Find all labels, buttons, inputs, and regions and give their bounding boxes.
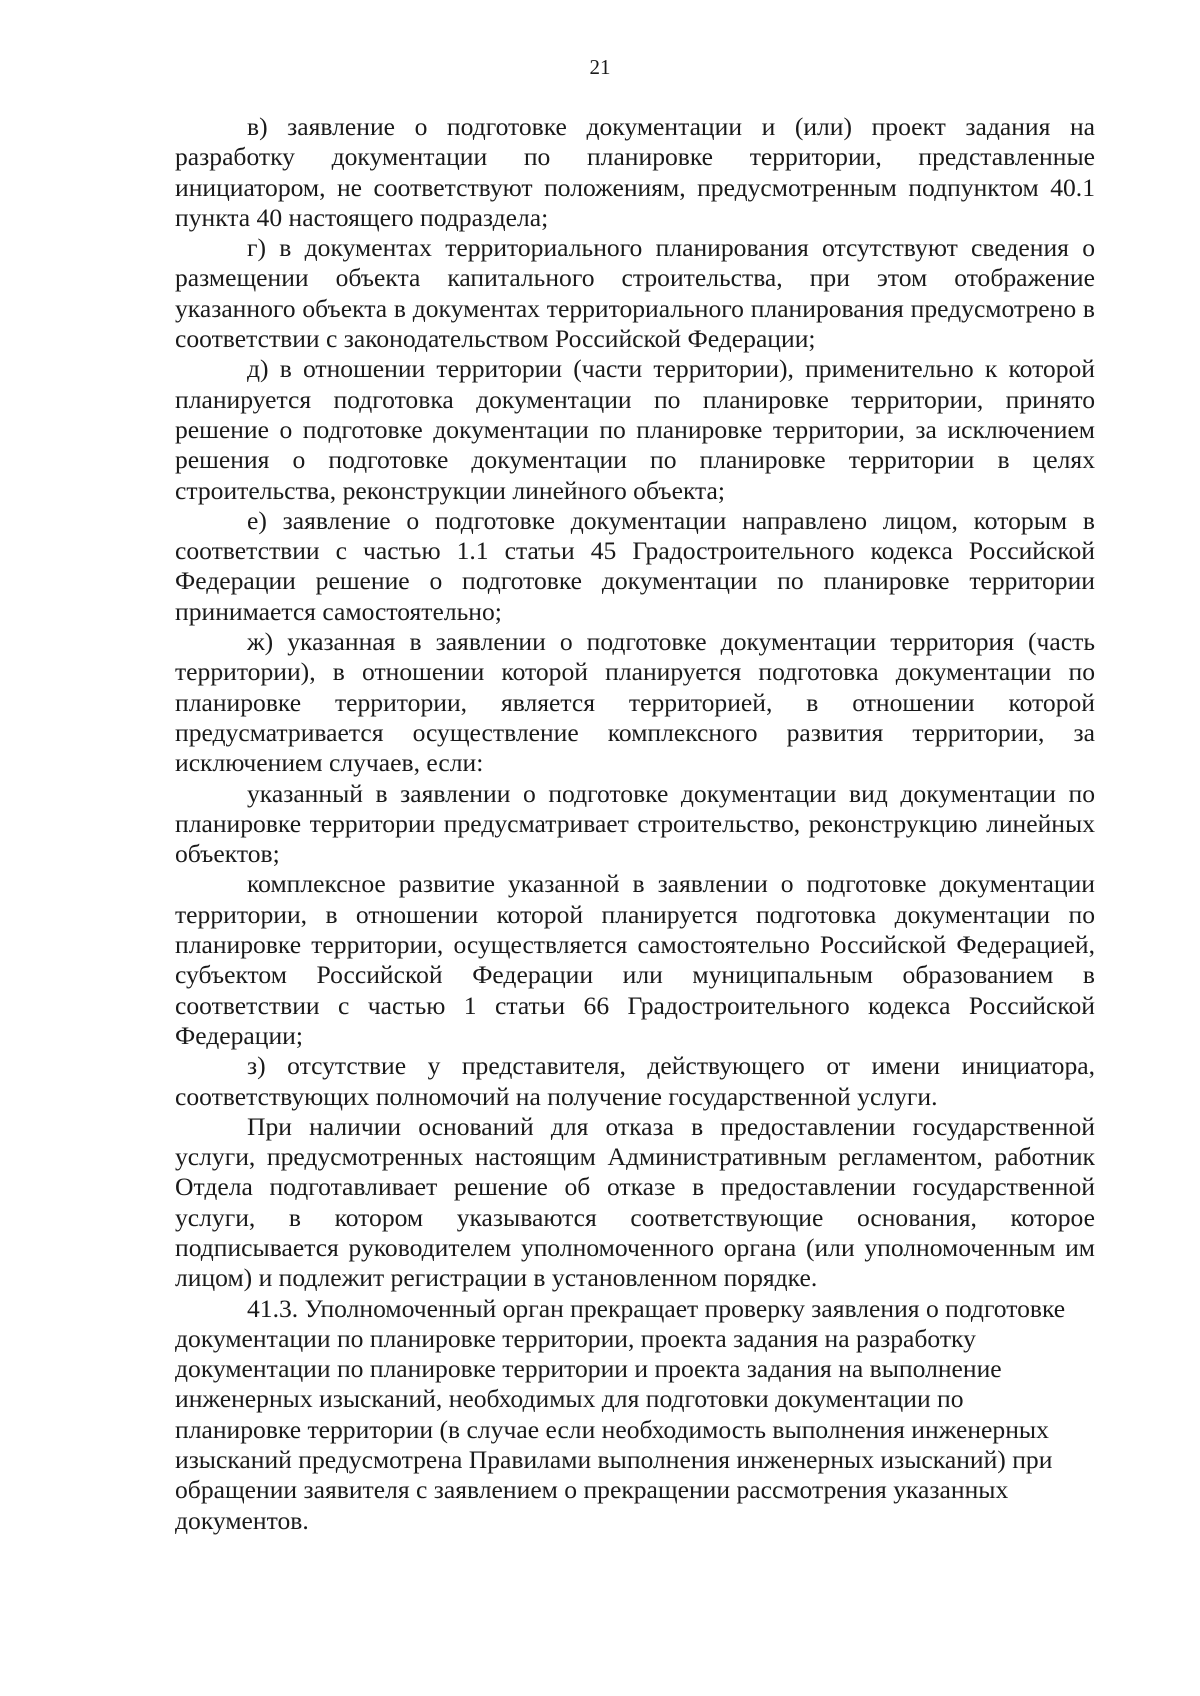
paragraph-subitem-d: д) в отношении территории (части территории), применительно к которой планируется подготовка документации по планировке территории, принято решение о подготовке документации по планировке территории, за исключением решения о подготовке документации по планировке территории в целях строительства, реконструкции линейного объекта; <box>175 354 1095 505</box>
paragraph-subitem-v: в) заявление о подготовке документации и (или) проект задания на разработку документации по планировке территории, представленные инициатором, не соответствуют положениям, предусмотренным подпунктом 40.1 пункта 40 настоящего подраздела; <box>175 112 1095 232</box>
paragraph-exception-linear-objects: указанный в заявлении о подготовке документации вид документации по планировке территории предусматривает строительство, реконструкцию линейных объектов; <box>175 778 1095 869</box>
paragraph-subitem-e: е) заявление о подготовке документации направлено лицом, которым в соответствии с частью 1.1 статьи 45 Градостроительного кодекса Российской Федерации решение о подготовке документации по планировке территории принимается самостоятельно; <box>175 505 1095 626</box>
paragraph-subitem-z: з) отсутствие у представителя, действующего от имени инициатора, соответствующих полномочий на получение государственной услуги. <box>175 1051 1095 1111</box>
paragraph-refusal-procedure: При наличии оснований для отказа в предоставлении государственной услуги, предусмотренных настоящим Административным регламентом, работник Отдела подготавливает решение об отказе в предоставлении государственной услуги, в котором указываются соответствующие основания, которое подписывается руководителем уполномоченного органа (или уполномоченным им лицом) и подлежит регистрации в установленном порядке. <box>175 1111 1095 1293</box>
paragraph-exception-complex-development: комплексное развитие указанной в заявлении о подготовке документации территории, в отношении которой планируется подготовка документации по планировке территории, осуществляется самостоятельно Российской Федерацией, субъектом Российской Федерации или муниципальным образованием в соответствии с частью 1 статьи 66 Градостроительного кодекса Российской Федерации; <box>175 869 1095 1050</box>
page-number: 21 <box>589 55 611 79</box>
document-body <box>175 112 1095 1536</box>
paragraph-subitem-g: г) в документах территориального планирования отсутствуют сведения о размещении объекта капитального строительства, при этом отображение указанного объекта в документах территориального планирования предусмотрено в соответствии с законодательством Российской Федерации; <box>175 233 1095 354</box>
paragraph-clause-41-3: 41.3. Уполномоченный орган прекращает проверку заявления о подготовке документации по планировке территории, проекта задания на разработку документации по планировке территории и проекта задания на выполнение инженерных изысканий, необходимых для подготовки документации по планировке территории (в случае если необходимость выполнения инженерных изысканий предусмотрена Правилами выполнения инженерных изысканий) при обращении заявителя с заявлением о прекращении рассмотрения указанных документов. <box>175 1293 1066 1535</box>
paragraph-subitem-zh: ж) указанная в заявлении о подготовке документации территория (часть территории), в отношении которой планируется подготовка документации по планировке территории, является территорией, в отношении которой предусматривается осуществление комплексного развития территории, за исключением случаев, если: <box>175 627 1095 778</box>
